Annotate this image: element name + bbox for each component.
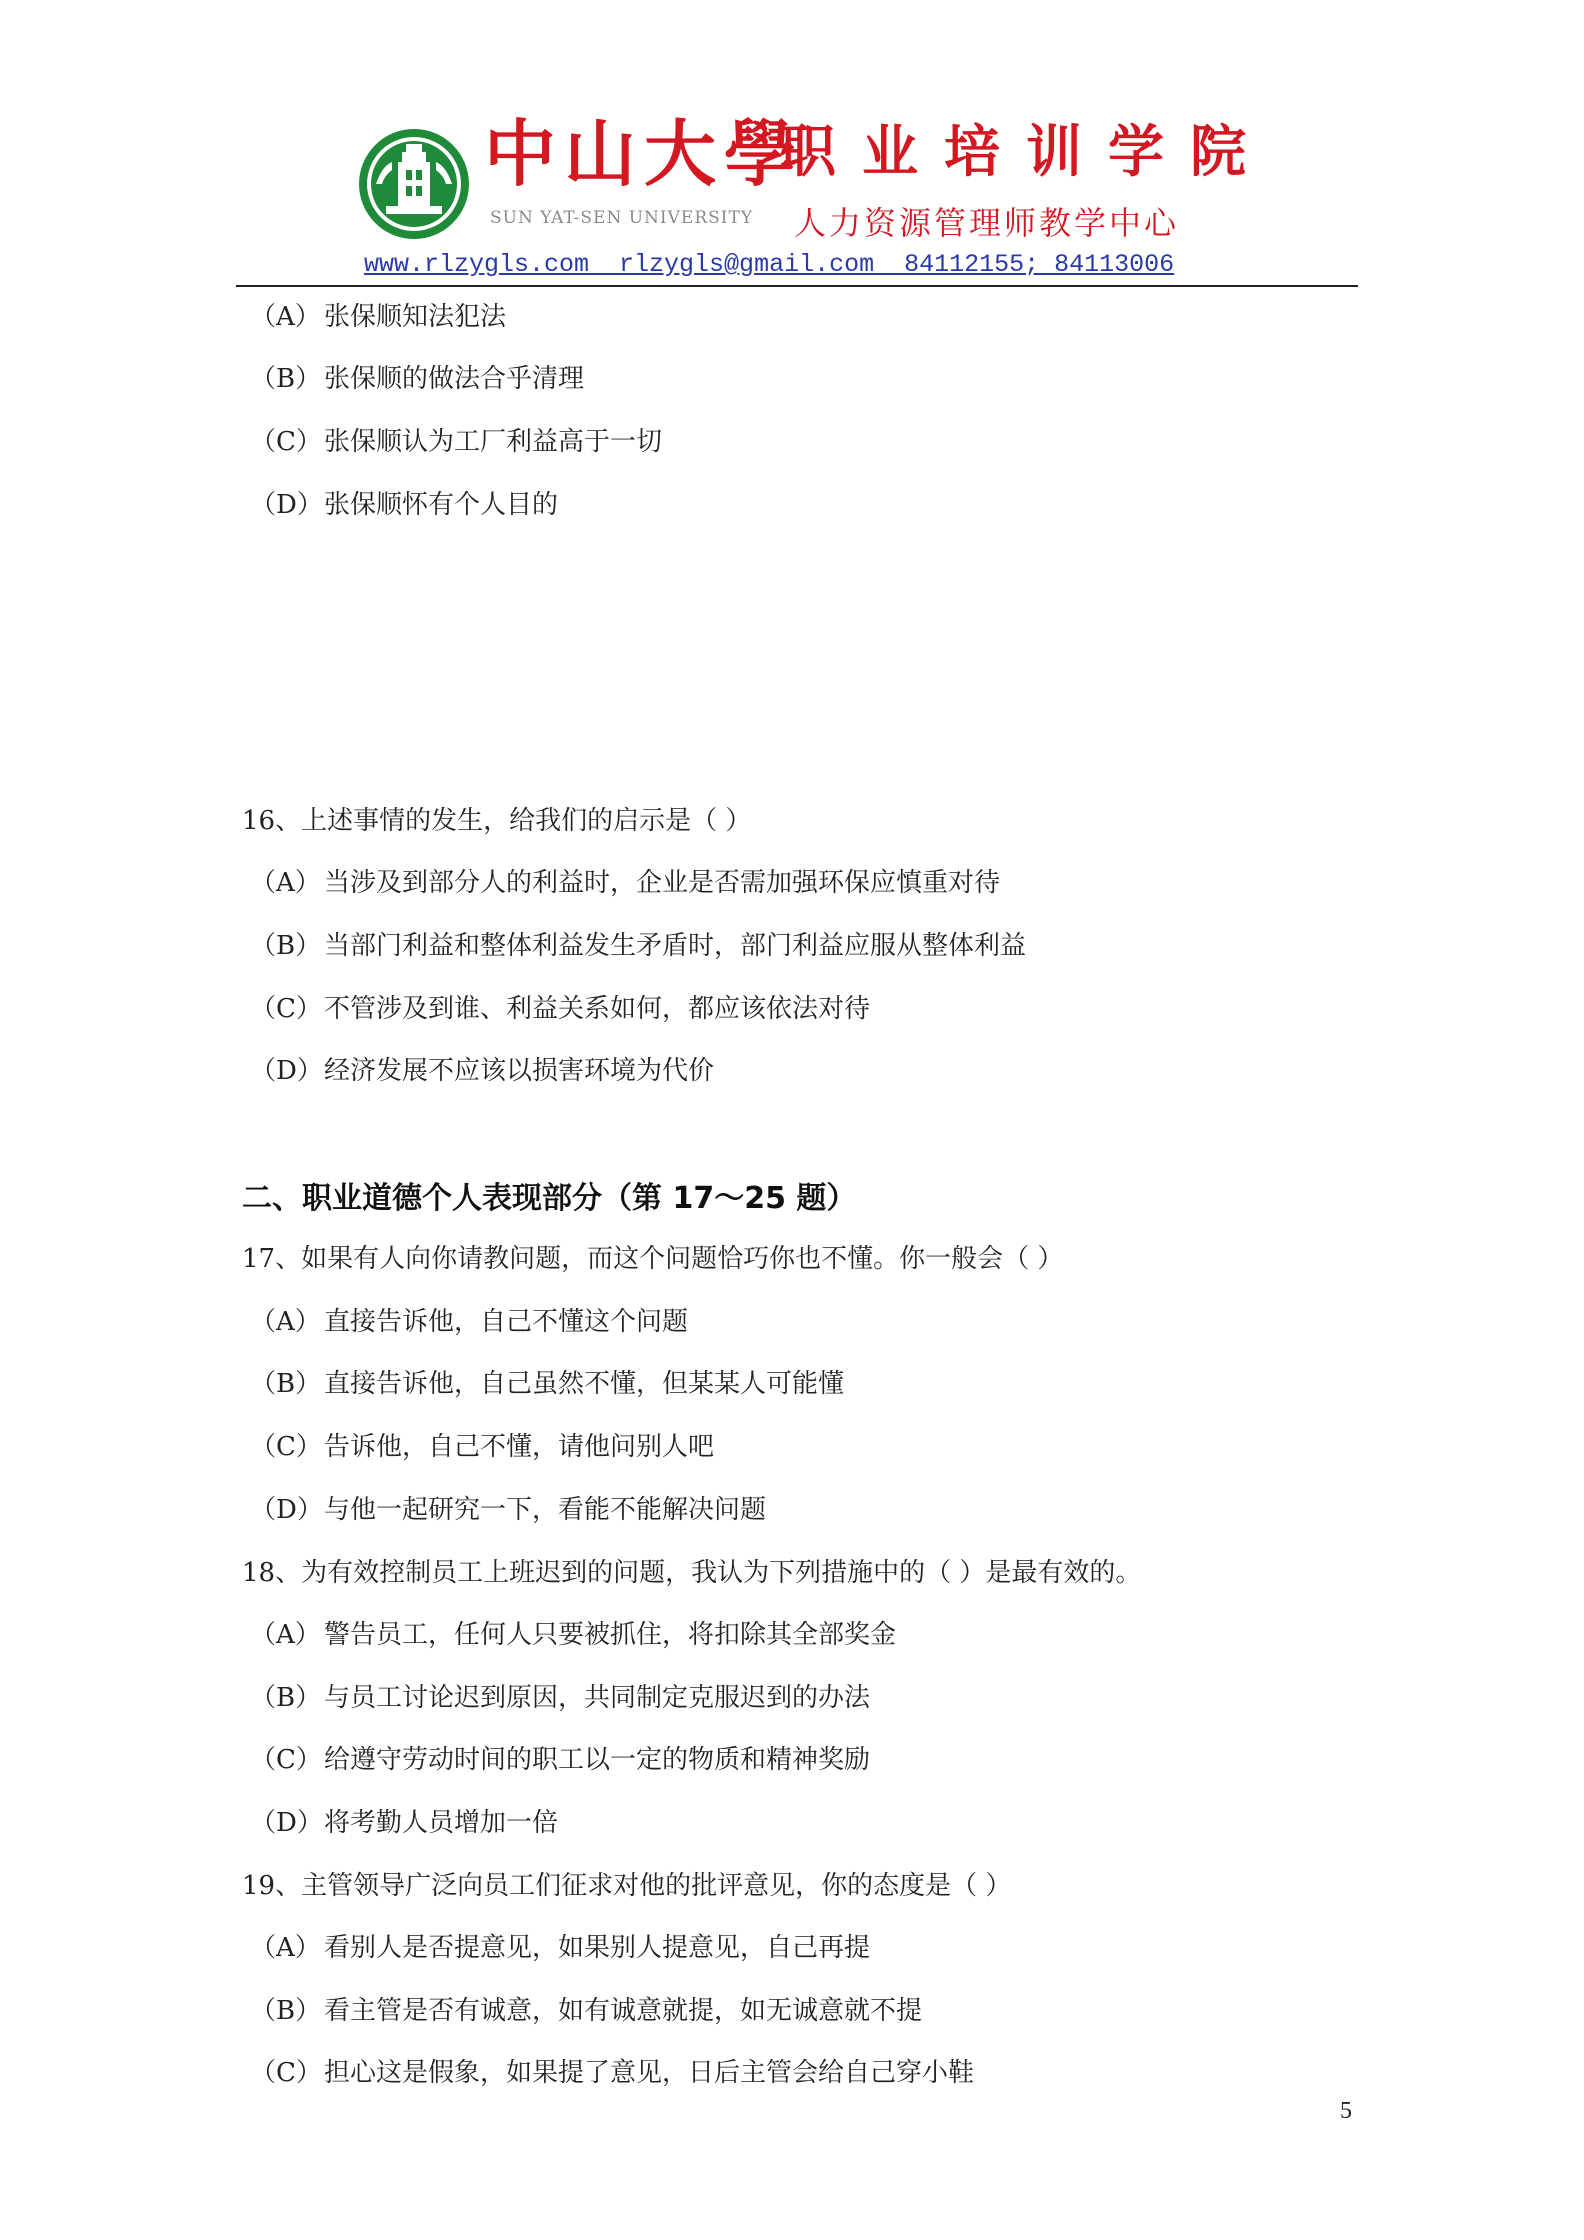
question-19: 19、主管领导广泛向员工们征求对他的批评意见，你的态度是（ ） [242, 1871, 1012, 1901]
university-name-cn: 中山大學 [484, 111, 805, 196]
option-text: 张保顺的做法合乎清理 [324, 364, 585, 394]
option-letter: （C） [250, 994, 322, 1024]
contact-line[interactable]: www.rlzygls.com rlzygls@gmail.com 84112155; 84113006 [364, 250, 1175, 279]
option-text: 张保顺认为工厂利益高于一切 [324, 427, 663, 457]
option-item [250, 1933, 870, 1963]
option-letter: （D） [250, 490, 323, 520]
option-text: 看主管是否有诚意，如有诚意就提，如无诚意就不提 [324, 1996, 923, 2026]
page-header [0, 0, 1584, 290]
option-letter: （A） [250, 1620, 321, 1650]
option-letter: （A） [250, 1933, 321, 1963]
option-letter: （D） [250, 1495, 323, 1525]
option-letter: （B） [250, 931, 322, 961]
question-18: 18、为有效控制员工上班迟到的问题，我认为下列措施中的（ ）是最有效的。 [242, 1558, 1142, 1588]
option-letter: （C） [250, 2058, 322, 2088]
option-text: 经济发展不应该以损害环境为代价 [324, 1056, 715, 1086]
option-text: 给遵守劳动时间的职工以一定的物质和精神奖励 [324, 1745, 871, 1775]
university-logo-icon [356, 126, 472, 242]
option-text: 与员工讨论迟到原因，共同制定克服迟到的办法 [324, 1683, 871, 1713]
option-item [250, 364, 584, 394]
option-text: 将考勤人员增加一倍 [324, 1808, 559, 1838]
option-letter: （B） [250, 1683, 322, 1713]
option-item [250, 1495, 766, 1525]
option-item [250, 1056, 714, 1086]
option-text: 当部门利益和整体利益发生矛盾时，部门利益应服从整体利益 [324, 931, 1027, 961]
option-letter: （D） [250, 1808, 323, 1838]
question-16: 16、上述事情的发生，给我们的启示是（ ） [242, 806, 752, 836]
page-number: 5 [1340, 2098, 1352, 2124]
option-text: 张保顺知法犯法 [324, 302, 507, 332]
section-title: 二、职业道德个人表现部分（第 17～25 题） [242, 1181, 857, 1216]
option-letter: （A） [250, 1307, 321, 1337]
option-letter: （C） [250, 1432, 322, 1462]
option-item [250, 1432, 714, 1462]
university-name-en: SUN YAT-SEN UNIVERSITY [490, 208, 754, 228]
option-item [250, 1745, 870, 1775]
option-text: 与他一起研究一下，看能不能解决问题 [324, 1495, 767, 1525]
option-text: 张保顺怀有个人目的 [324, 490, 559, 520]
school-name-cn: 职业培训学院 [780, 119, 1272, 185]
option-letter: （A） [250, 868, 321, 898]
option-item [250, 1808, 558, 1838]
header-divider [236, 285, 1358, 287]
option-text: 直接告诉他，自己不懂这个问题 [324, 1307, 689, 1337]
center-subtitle: 人力资源管理师教学中心 [794, 204, 1180, 242]
option-item [250, 1996, 922, 2026]
option-text: 担心这是假象，如果提了意见，日后主管会给自己穿小鞋 [324, 2058, 975, 2088]
option-item [250, 427, 662, 457]
option-item [250, 868, 1000, 898]
option-text: 看别人是否提意见，如果别人提意见，自己再提 [324, 1933, 871, 1963]
option-letter: （C） [250, 427, 322, 457]
option-item [250, 302, 506, 332]
option-item [250, 1369, 844, 1399]
option-letter: （B） [250, 1996, 322, 2026]
option-letter: （A） [250, 302, 321, 332]
option-text: 当涉及到部分人的利益时，企业是否需加强环保应慎重对待 [324, 868, 1001, 898]
option-item [250, 1683, 870, 1713]
option-letter: （D） [250, 1056, 323, 1086]
option-text: 直接告诉他，自己虽然不懂，但某某人可能懂 [324, 1369, 845, 1399]
option-item [250, 1307, 688, 1337]
option-letter: （B） [250, 364, 322, 394]
option-item [250, 1620, 896, 1650]
option-letter: （C） [250, 1745, 322, 1775]
question-17: 17、如果有人向你请教问题，而这个问题恰巧你也不懂。你一般会（ ） [242, 1244, 1064, 1274]
option-item [250, 994, 870, 1024]
option-letter: （B） [250, 1369, 322, 1399]
option-item [250, 2058, 974, 2088]
option-text: 告诉他，自己不懂，请他问别人吧 [324, 1432, 715, 1462]
option-item [250, 490, 558, 520]
option-text: 警告员工，任何人只要被抓住，将扣除其全部奖金 [324, 1620, 897, 1650]
option-item [250, 931, 1026, 961]
option-text: 不管涉及到谁、利益关系如何，都应该依法对待 [324, 994, 871, 1024]
